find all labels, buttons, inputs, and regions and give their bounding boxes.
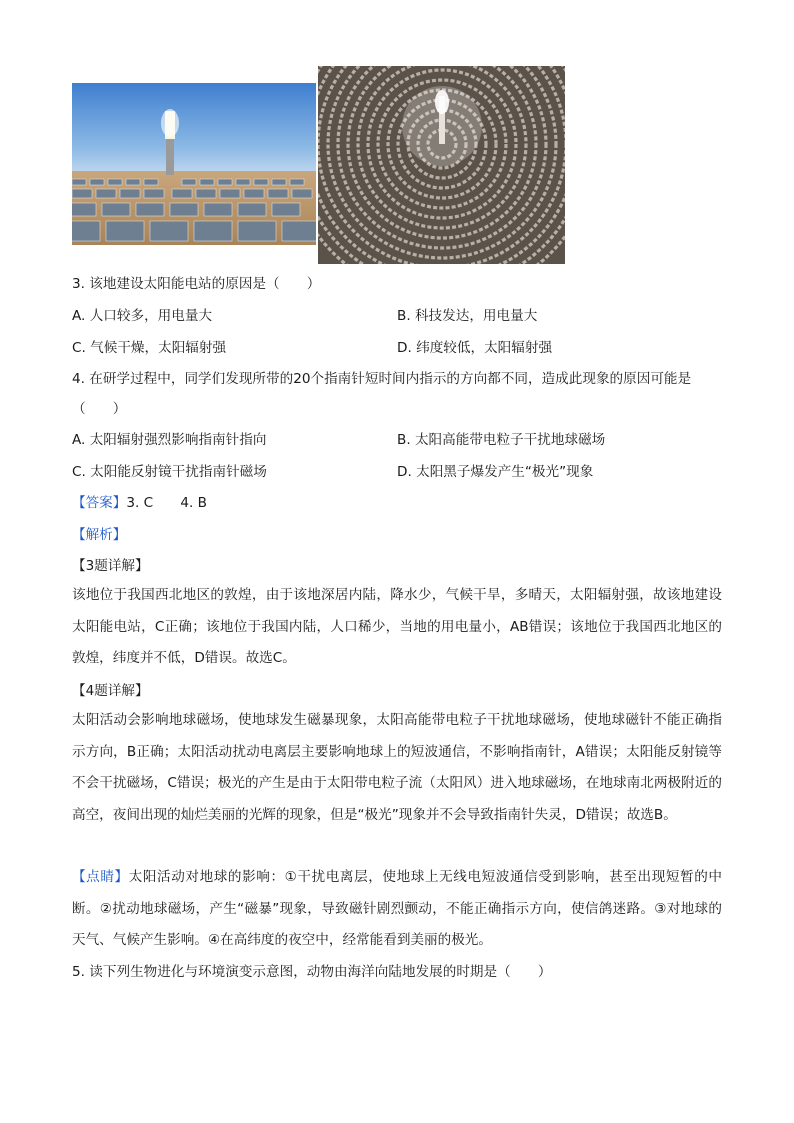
q4-stem: 4. 在研学过程中，同学们发现所带的20个指南针短时间内指示的方向都不同，造成此现象的原因可能是 xyxy=(72,371,692,387)
detail4-label: 【4题详解】 xyxy=(72,683,149,699)
detail3-label: 【3题详解】 xyxy=(72,558,149,574)
answer-label: 【答案】 xyxy=(72,495,127,511)
detail4-text: 太阳活动会影响地球磁场，使地球发生磁暴现象，太阳高能带电粒子干扰地球磁场，使地球磁针不能正确指示方向，B正确；太阳活动扰动电离层主要影响地球上的短波通信，不影响指南针，A错误；太阳能反射镜等不会干扰磁场，C错误；极光的产生是由于太阳带电粒子流（太阳风）进入地球磁场，在地球南北两极附近的高空，夜间出现的灿烂美丽的光辉的现象，但是“极光”现象并不会导致指南针失灵，D错误；故选B。 xyxy=(72,712,722,823)
q4-stem-bracket: （ ） xyxy=(72,401,127,417)
answer-value: 3. C 4. B xyxy=(126,495,207,511)
q3-stem: 3. 该地建设太阳能电站的原因是（ ） xyxy=(72,276,321,292)
q4-option-c: C. 太阳能反射镜干扰指南针磁场 xyxy=(72,464,267,480)
tip-label: 【点睛】 xyxy=(72,869,129,885)
q4-option-d: D. 太阳黑子爆发产生“极光”现象 xyxy=(397,464,594,480)
answer-line xyxy=(72,493,207,513)
q3-option-c: C. 气候干燥，太阳辐射强 xyxy=(72,340,227,356)
analysis-label: 【解析】 xyxy=(72,527,127,543)
q3-option-b: B. 科技发达，用电量大 xyxy=(397,308,538,324)
solar-tower-photo xyxy=(72,83,316,245)
heliostat-field-aerial-photo xyxy=(318,66,565,264)
q3-option-d: D. 纬度较低，太阳辐射强 xyxy=(397,340,553,356)
q5-stem: 5. 读下列生物进化与环境演变示意图，动物由海洋向陆地发展的时期是（ ） xyxy=(72,964,552,980)
q3-option-a: A. 人口较多，用电量大 xyxy=(72,308,213,324)
tip-paragraph xyxy=(72,862,722,957)
q4-option-b: B. 太阳高能带电粒子干扰地球磁场 xyxy=(397,432,606,448)
q4-option-a: A. 太阳辐射强烈影响指南针指向 xyxy=(72,432,267,448)
detail3-text: 该地位于我国西北地区的敦煌，由于该地深居内陆，降水少，气候干旱，多晴天，太阳辐射强，故该地建设太阳能电站，C正确；该地位于我国内陆，人口稀少，当地的用电量小，AB错误；该地位于我国西北地区的敦煌，纬度并不低，D错误。故选C。 xyxy=(72,587,722,666)
tip-text: 太阳活动对地球的影响：①干扰电离层，使地球上无线电短波通信受到影响，甚至出现短暂的中断。②扰动地球磁场，产生“磁暴”现象，导致磁针剧烈颤动，不能正确指示方向，使信鸽迷路。③对地球的天气、气候产生影响。④在高纬度的夜空中，经常能看到美丽的极光。 xyxy=(72,869,723,948)
